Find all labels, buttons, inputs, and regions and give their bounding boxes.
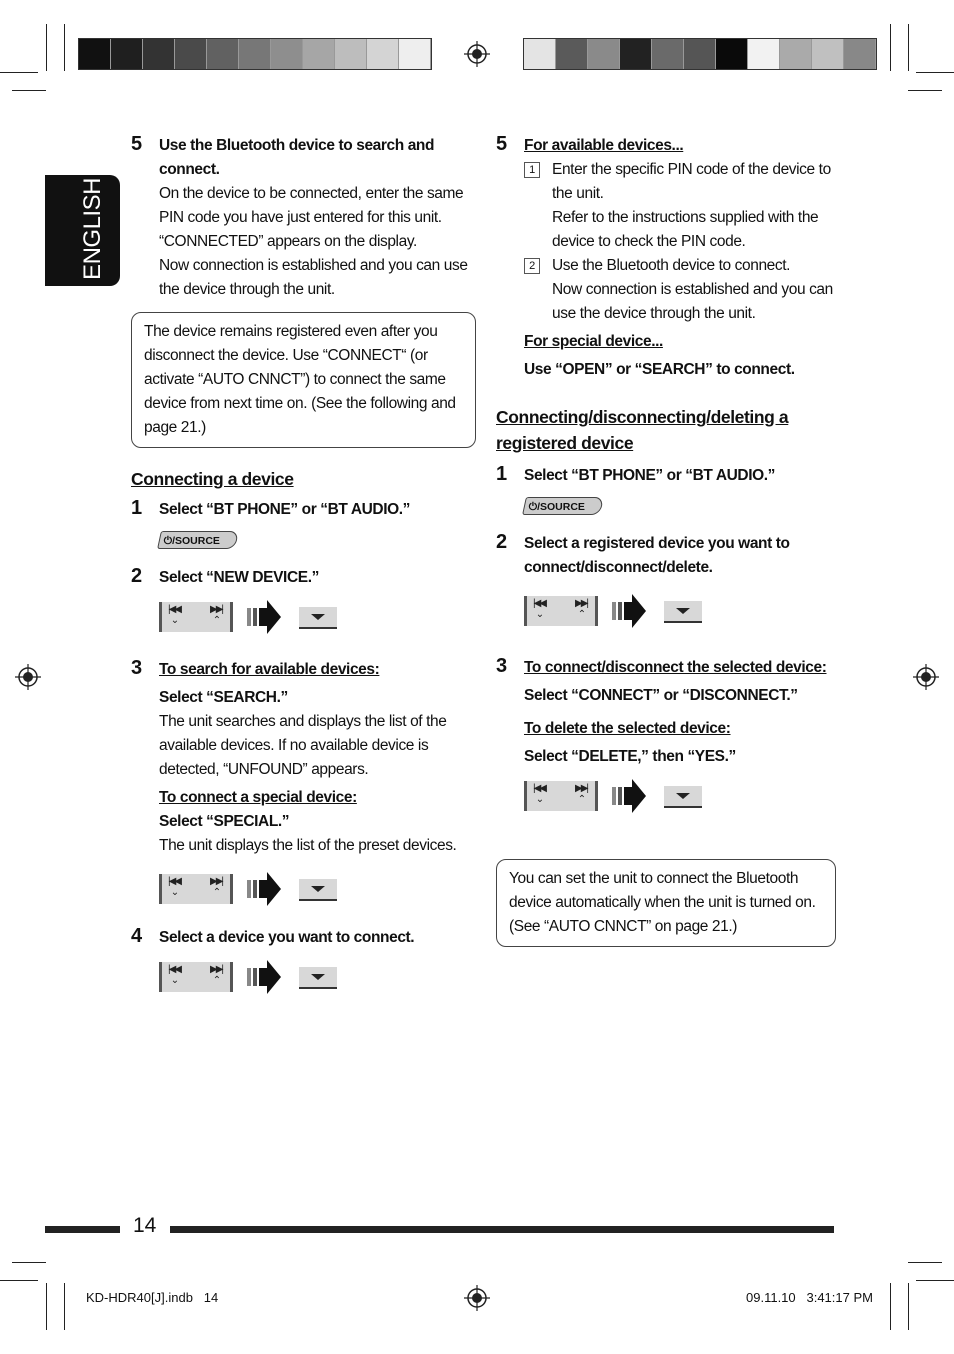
crop-mark xyxy=(0,1280,38,1281)
step-2 xyxy=(496,532,836,630)
step-3 xyxy=(131,658,476,908)
note-text: The device remains registered even after you disconnect the device. Use “CONNECT“ (or activate “AUTO CNNCT”) to connect the same device from next time on. (See the following and page 21.) xyxy=(144,323,456,436)
step-number: 2 xyxy=(496,531,507,553)
arrow-icon xyxy=(612,594,646,628)
sub-heading: To search for available devices: xyxy=(159,661,380,678)
note-box xyxy=(496,859,836,947)
section-title: Connecting/disconnecting/deleting a registered device xyxy=(496,407,789,453)
note-box xyxy=(131,312,476,448)
crop-mark xyxy=(890,1283,891,1330)
crop-mark xyxy=(46,24,47,71)
page-number: 14 xyxy=(133,1214,157,1237)
step-text: Select a registered device you want to connect/disconnect/delete. xyxy=(524,535,790,576)
step-text: Select “NEW DEVICE.” xyxy=(159,569,319,586)
step-1 xyxy=(131,498,476,552)
crop-mark xyxy=(46,1283,47,1330)
crop-mark xyxy=(908,90,942,91)
step-number: 1 xyxy=(496,463,507,485)
step-number: 3 xyxy=(131,657,142,679)
sub-heading: To connect a special device: xyxy=(159,789,357,806)
registration-mark-icon xyxy=(464,1285,490,1311)
grayscale-bar-2 xyxy=(523,38,877,70)
control-sequence xyxy=(524,779,836,815)
right-column xyxy=(496,134,836,947)
crop-mark xyxy=(12,90,46,91)
step-5-left xyxy=(131,134,476,302)
step-text: Now connection is established and you can use the device through the unit. xyxy=(159,257,468,298)
step-1 xyxy=(496,464,836,518)
skip-buttons[interactable]: |◀◀ ⌄ ▶▶| ⌃ xyxy=(524,781,598,811)
step-number: 3 xyxy=(496,655,507,677)
grayscale-bar xyxy=(78,38,432,70)
section-title: Connecting a device xyxy=(131,469,294,489)
footer-bar-right xyxy=(170,1226,834,1233)
language-tab xyxy=(45,175,120,286)
step-text: Select a device you want to connect. xyxy=(159,929,415,946)
skip-buttons[interactable]: |◀◀ ⌄ ▶▶| ⌃ xyxy=(524,596,598,626)
down-button[interactable] xyxy=(664,601,702,623)
item-text: Use the Bluetooth device to connect. xyxy=(552,257,791,274)
arrow-icon xyxy=(247,960,281,994)
crop-mark xyxy=(916,72,954,73)
step-number: 5 xyxy=(496,133,507,155)
skip-buttons[interactable]: |◀◀ ⌄ ▶▶| ⌃ xyxy=(159,874,233,904)
step-3 xyxy=(496,656,836,815)
step-text: Select “BT PHONE” or “BT AUDIO.” xyxy=(159,501,411,518)
registration-mark-icon xyxy=(15,664,41,690)
control-sequence xyxy=(159,960,476,996)
crop-mark xyxy=(908,24,909,71)
step-number: 1 xyxy=(131,497,142,519)
list-item xyxy=(524,254,836,326)
footer-bar-left xyxy=(45,1226,120,1233)
crop-mark xyxy=(0,72,38,73)
item-text: Now connection is established and you can use the device through the unit. xyxy=(552,281,833,322)
registration-mark-icon xyxy=(913,664,939,690)
item-text: Enter the specific PIN code of the device to the unit. xyxy=(552,161,831,202)
crop-mark xyxy=(908,1262,942,1263)
crop-mark xyxy=(916,1280,954,1281)
sub-heading: To delete the selected device: xyxy=(524,720,731,737)
step-text: Select “SEARCH.” xyxy=(159,689,288,706)
left-column xyxy=(131,134,476,996)
step-text: On the device to be connected, enter the same PIN code you have just entered for this unit. “CONNECTED” appears on the display. xyxy=(159,185,464,250)
control-sequence xyxy=(159,600,476,636)
down-button[interactable] xyxy=(299,967,337,989)
skip-buttons[interactable]: |◀◀ ⌄ ▶▶| ⌃ xyxy=(159,962,233,992)
step-text: The unit displays the list of the preset devices. xyxy=(159,837,457,854)
down-button[interactable] xyxy=(299,607,337,629)
sub-heading: To connect/disconnect the selected device: xyxy=(524,659,827,676)
source-button[interactable]: ⏻/SOURCE xyxy=(522,497,604,515)
step-text: The unit searches and displays the list of the available devices. If no available device is detected, “UNFOUND” appears. xyxy=(159,713,447,778)
control-sequence xyxy=(159,872,476,908)
item-number: 2 xyxy=(524,258,540,274)
step-number: 2 xyxy=(131,565,142,587)
sub-heading: For special device... xyxy=(524,333,663,350)
step-text: Select “DELETE,” then “YES.” xyxy=(524,748,736,765)
arrow-icon xyxy=(247,600,281,634)
step-number: 5 xyxy=(131,133,142,155)
print-datetime: 09.11.10 3:41:17 PM xyxy=(746,1290,873,1305)
crop-mark xyxy=(908,1283,909,1330)
crop-mark xyxy=(890,24,891,71)
language-tab-label: ENGLISH xyxy=(79,178,106,280)
down-button[interactable] xyxy=(664,786,702,808)
print-file-info: KD-HDR40[J].indb 14 xyxy=(86,1290,219,1305)
list-item xyxy=(524,158,836,254)
step-text: Select “BT PHONE” or “BT AUDIO.” xyxy=(524,467,776,484)
step-text: Select “CONNECT” or “DISCONNECT.” xyxy=(524,687,798,704)
item-text: Refer to the instructions supplied with the device to check the PIN code. xyxy=(552,209,819,250)
control-sequence xyxy=(524,594,836,630)
step-text: Select “SPECIAL.” xyxy=(159,813,290,830)
item-number: 1 xyxy=(524,162,540,178)
crop-mark xyxy=(64,24,65,71)
crop-mark xyxy=(12,1262,46,1263)
arrow-icon xyxy=(247,872,281,906)
note-text: You can set the unit to connect the Bluetooth device automatically when the unit is turned on. (See “AUTO CNNCT” on page 21.) xyxy=(509,870,816,935)
step-4 xyxy=(131,926,476,996)
sub-heading: For available devices... xyxy=(524,137,684,154)
step-2 xyxy=(131,566,476,636)
step-5-right xyxy=(496,134,836,382)
skip-buttons[interactable]: |◀◀ ⌄ ▶▶| ⌃ xyxy=(159,602,233,632)
step-text: Use “OPEN” or “SEARCH” to connect. xyxy=(524,361,795,378)
registration-mark-icon xyxy=(464,41,490,67)
source-button[interactable]: ⏻/SOURCE xyxy=(157,531,239,549)
step-title: Use the Bluetooth device to search and connect. xyxy=(159,137,435,178)
arrow-icon xyxy=(612,779,646,813)
down-button[interactable] xyxy=(299,879,337,901)
step-number: 4 xyxy=(131,925,142,947)
crop-mark xyxy=(64,1283,65,1330)
